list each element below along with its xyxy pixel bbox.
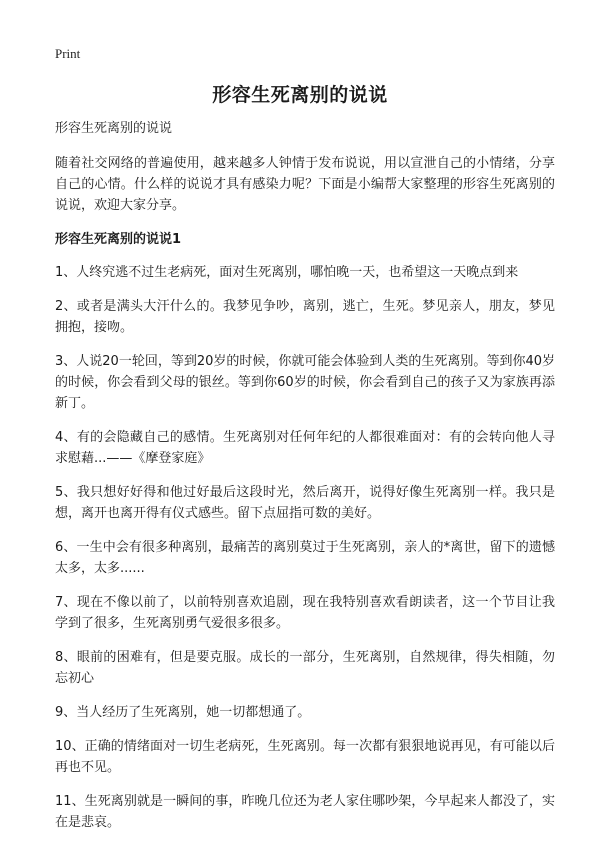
- list-item: 5、我只想好好得和他过好最后这段时光，然后离开，说得好像生死离别一样。我只是想，离开也离开得有仪式感些。留下点屈指可数的美好。: [55, 485, 555, 521]
- section-heading: 形容生死离别的说说1: [55, 232, 182, 247]
- list-item: 4、有的会隐藏自己的感情。生死离别对任何年纪的人都很难面对：有的会转向他人寻求慰藉...——《摩登家庭》: [55, 430, 555, 466]
- list-item: 3、人说20一轮回，等到20岁的时候，你就可能会体验到人类的生死离别。等到你40岁的时候，你会看到父母的银丝。等到你60岁的时候，你会看到自己的孩子又为家族再添新丁。: [55, 354, 555, 411]
- list-item: 11、生死离别就是一瞬间的事，昨晚几位还为老人家住哪吵架，今早起来人都没了，实在是悲哀。: [55, 794, 555, 830]
- intro-paragraph: 随着社交网络的普遍使用，越来越多人钟情于发布说说，用以宣泄自己的小情绪，分享自己的心情。什么样的说说才具有感染力呢？下面是小编帮大家整理的形容生死离别的说说，欢迎大家分享。: [55, 156, 555, 213]
- document-subtitle: 形容生死离别的说说: [55, 121, 173, 136]
- page-title: 形容生死离别的说说: [212, 84, 388, 106]
- document-body: [55, 118, 555, 846]
- list-item: 7、现在不像以前了，以前特别喜欢追剧，现在我特别喜欢看朗读者，这一个节目让我学到了很多，生死离别勇气爱很多很多。: [55, 595, 555, 631]
- list-item: 1、人终究逃不过生老病死，面对生死离别，哪怕晚一天，也希望这一天晚点到来: [55, 265, 519, 280]
- list-item: 2、或者是满头大汗什么的。我梦见争吵，离别，逃亡，生死。梦见亲人，朋友，梦见拥抱，接吻。: [55, 299, 555, 335]
- print-link[interactable]: Print: [55, 46, 81, 61]
- list-item: 6、一生中会有很多种离别，最痛苦的离别莫过于生死离别，亲人的*离世，留下的遗憾太多，太多......: [55, 540, 555, 576]
- list-item: 10、正确的情绪面对一切生老病死，生死离别。每一次都有狠狠地说再见，有可能以后再也不见。: [55, 739, 555, 775]
- list-item: 8、眼前的困难有，但是要克服。成长的一部分，生死离别，自然规律，得失相随，勿忘初心: [55, 650, 555, 686]
- list-item: 9、当人经历了生死离别，她一切都想通了。: [55, 705, 311, 720]
